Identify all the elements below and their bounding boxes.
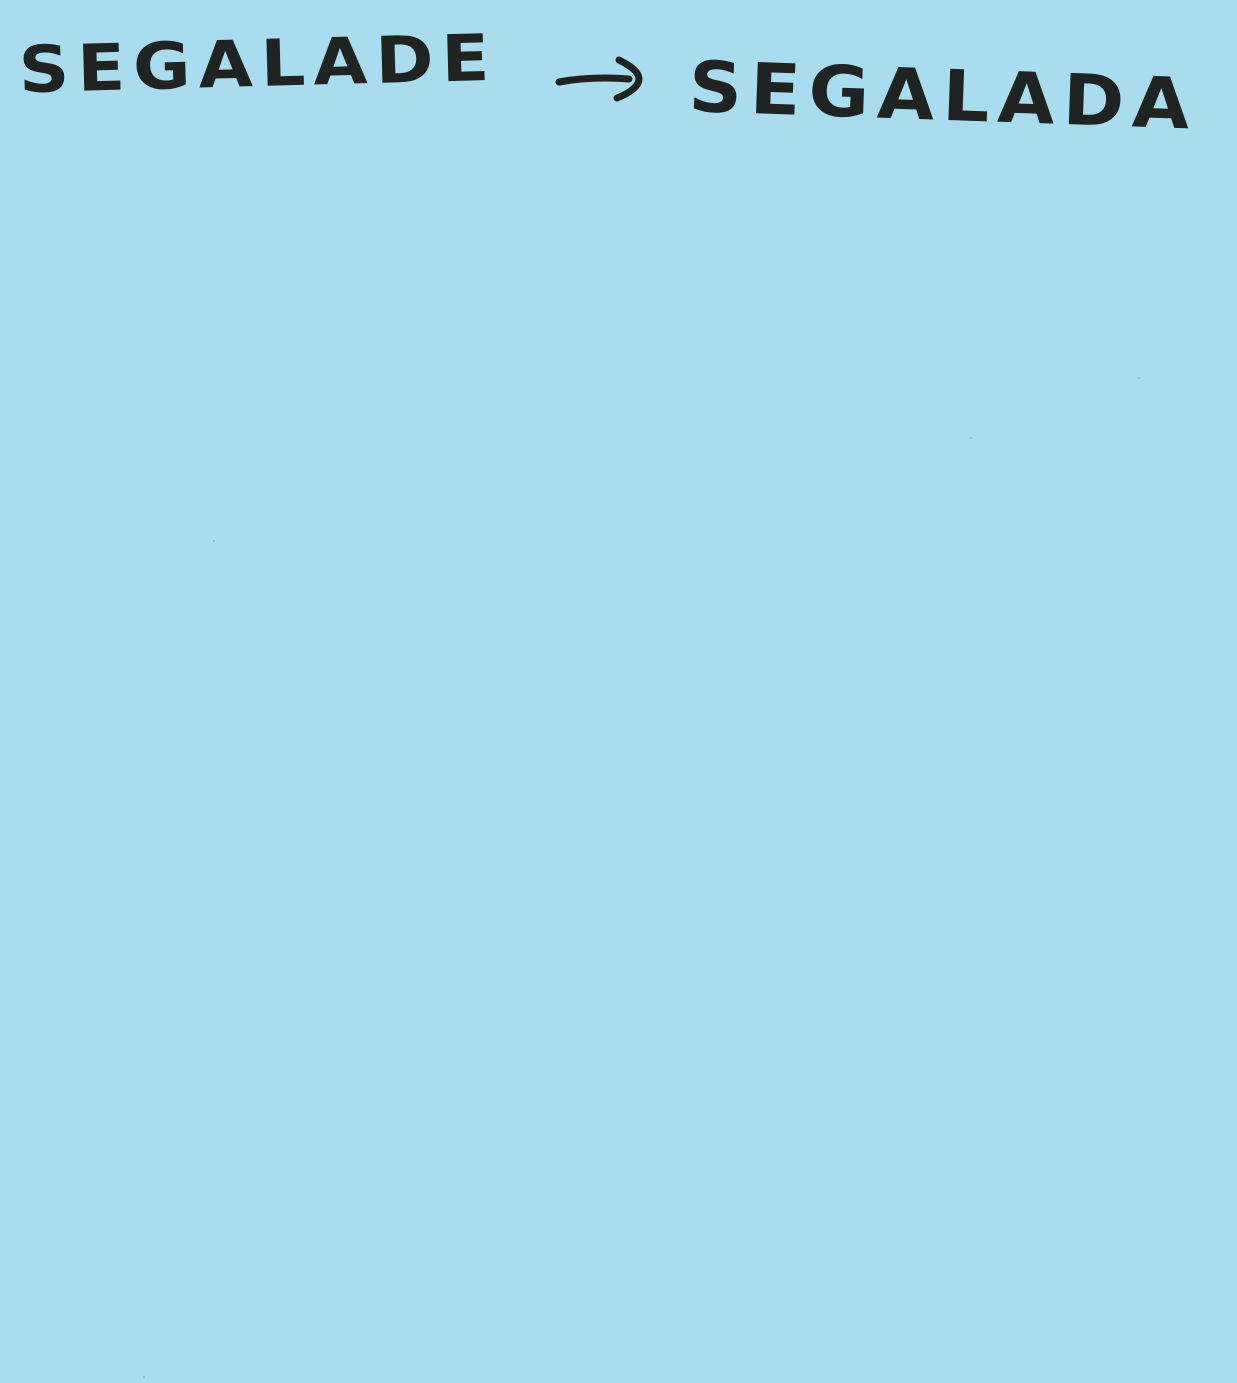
paper-speck: [1138, 377, 1140, 379]
target-word: SEGALADA: [687, 46, 1199, 146]
paper-speck: [970, 437, 972, 439]
right-arrow-icon: [555, 52, 647, 104]
paper-speck: [213, 540, 215, 542]
paper-speck: [143, 1376, 145, 1378]
source-word: SEGALADE: [17, 19, 499, 108]
